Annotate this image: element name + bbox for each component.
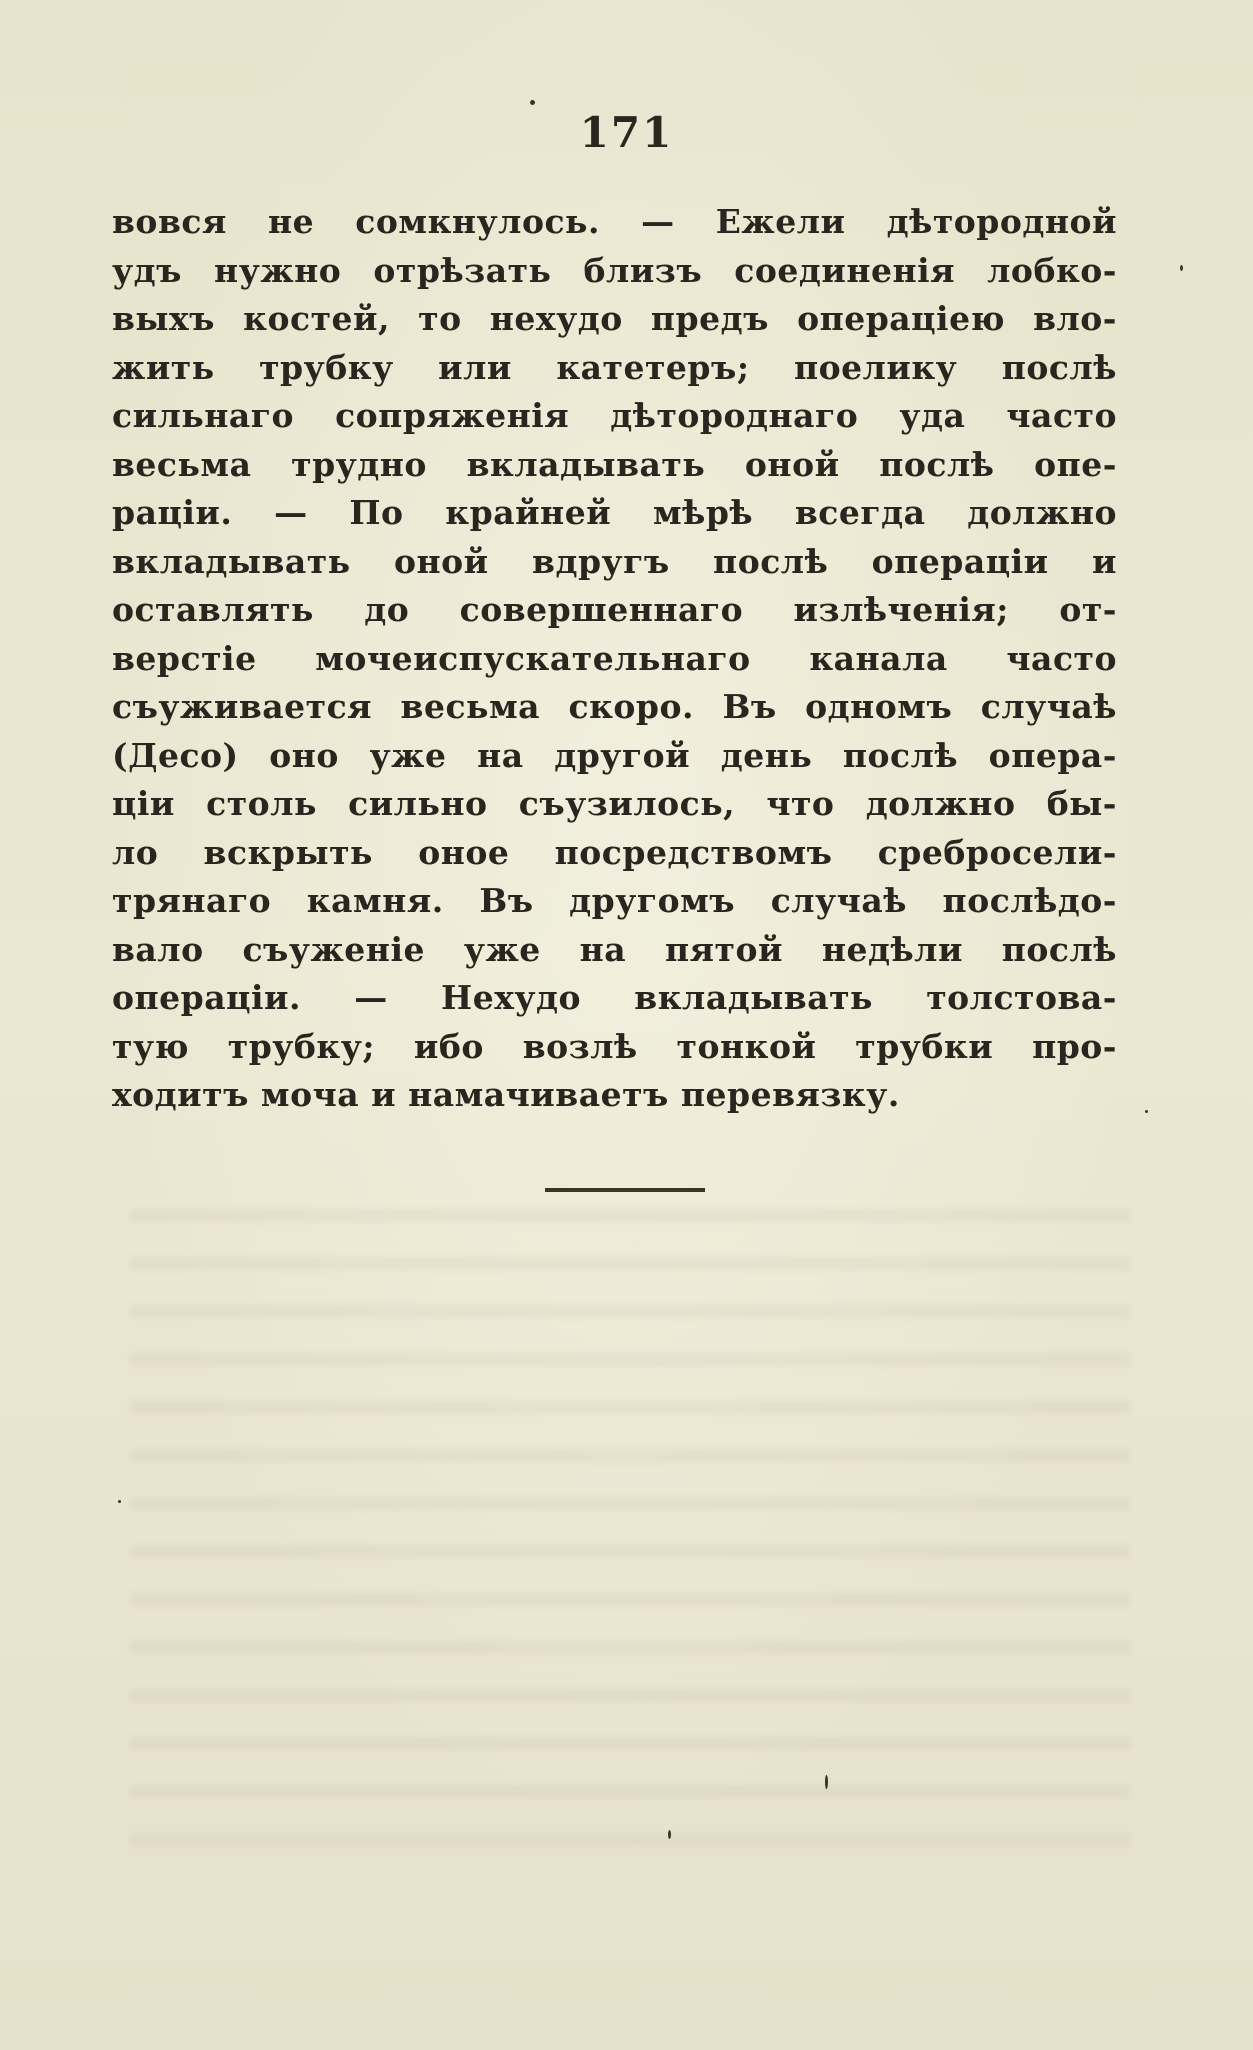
show-through-bleed bbox=[130, 1180, 1130, 1880]
text-line: удъ нужно отрѣзать близъ соединенія лобко- bbox=[112, 250, 1117, 290]
text-line: выхъ костей, то нехудо предъ операціею вло- bbox=[112, 299, 1117, 338]
ink-speck bbox=[825, 1775, 828, 1789]
ink-speck bbox=[668, 1830, 671, 1839]
text-line: весьма трудно вкладывать оной послѣ опе- bbox=[112, 444, 1117, 484]
text-line: сильнаго сопряженія дѣтороднаго уда часто bbox=[112, 396, 1117, 435]
text-line: вовся не сомкнулось. — Ежели дѣтородной bbox=[112, 202, 1117, 241]
text-line: ло вскрыть оное посредствомъ сребросели- bbox=[112, 832, 1117, 872]
section-divider-rule bbox=[545, 1188, 705, 1192]
ink-speck bbox=[118, 1500, 121, 1503]
text-line: раціи. — По крайней мѣрѣ всегда должно bbox=[112, 493, 1117, 532]
page-number: 171 bbox=[579, 108, 674, 157]
text-line: съуживается весьма скоро. Въ одномъ случаѣ bbox=[112, 687, 1117, 726]
text-line: трянаго камня. Въ другомъ случаѣ послѣдо- bbox=[112, 881, 1117, 920]
text-line: верстіе мочеиспускательнаго канала часто bbox=[112, 638, 1117, 678]
body-text bbox=[112, 198, 1117, 1120]
text-line: вкладывать оной вдругъ послѣ операціи и bbox=[112, 541, 1117, 581]
ink-speck bbox=[1180, 265, 1183, 271]
text-line: тую трубку; ибо возлѣ тонкой трубки про- bbox=[112, 1026, 1117, 1066]
ink-speck bbox=[1145, 1110, 1148, 1113]
text-line: ціи столь сильно съузилось, что должно бы- bbox=[112, 784, 1117, 823]
text-line: жить трубку или катетеръ; поелику послѣ bbox=[112, 347, 1117, 387]
text-line: (Десо) оно уже на другой день послѣ опера- bbox=[112, 735, 1117, 775]
text-line: оставлять до совершеннаго излѣченія; от- bbox=[112, 590, 1117, 629]
text-line: операціи. — Нехудо вкладывать толстова- bbox=[112, 978, 1117, 1017]
ink-speck bbox=[530, 100, 535, 105]
text-line: ходитъ моча и намачиваетъ перевязку. bbox=[112, 1075, 900, 1114]
text-line: вало съуженіе уже на пятой недѣли послѣ bbox=[112, 929, 1117, 969]
